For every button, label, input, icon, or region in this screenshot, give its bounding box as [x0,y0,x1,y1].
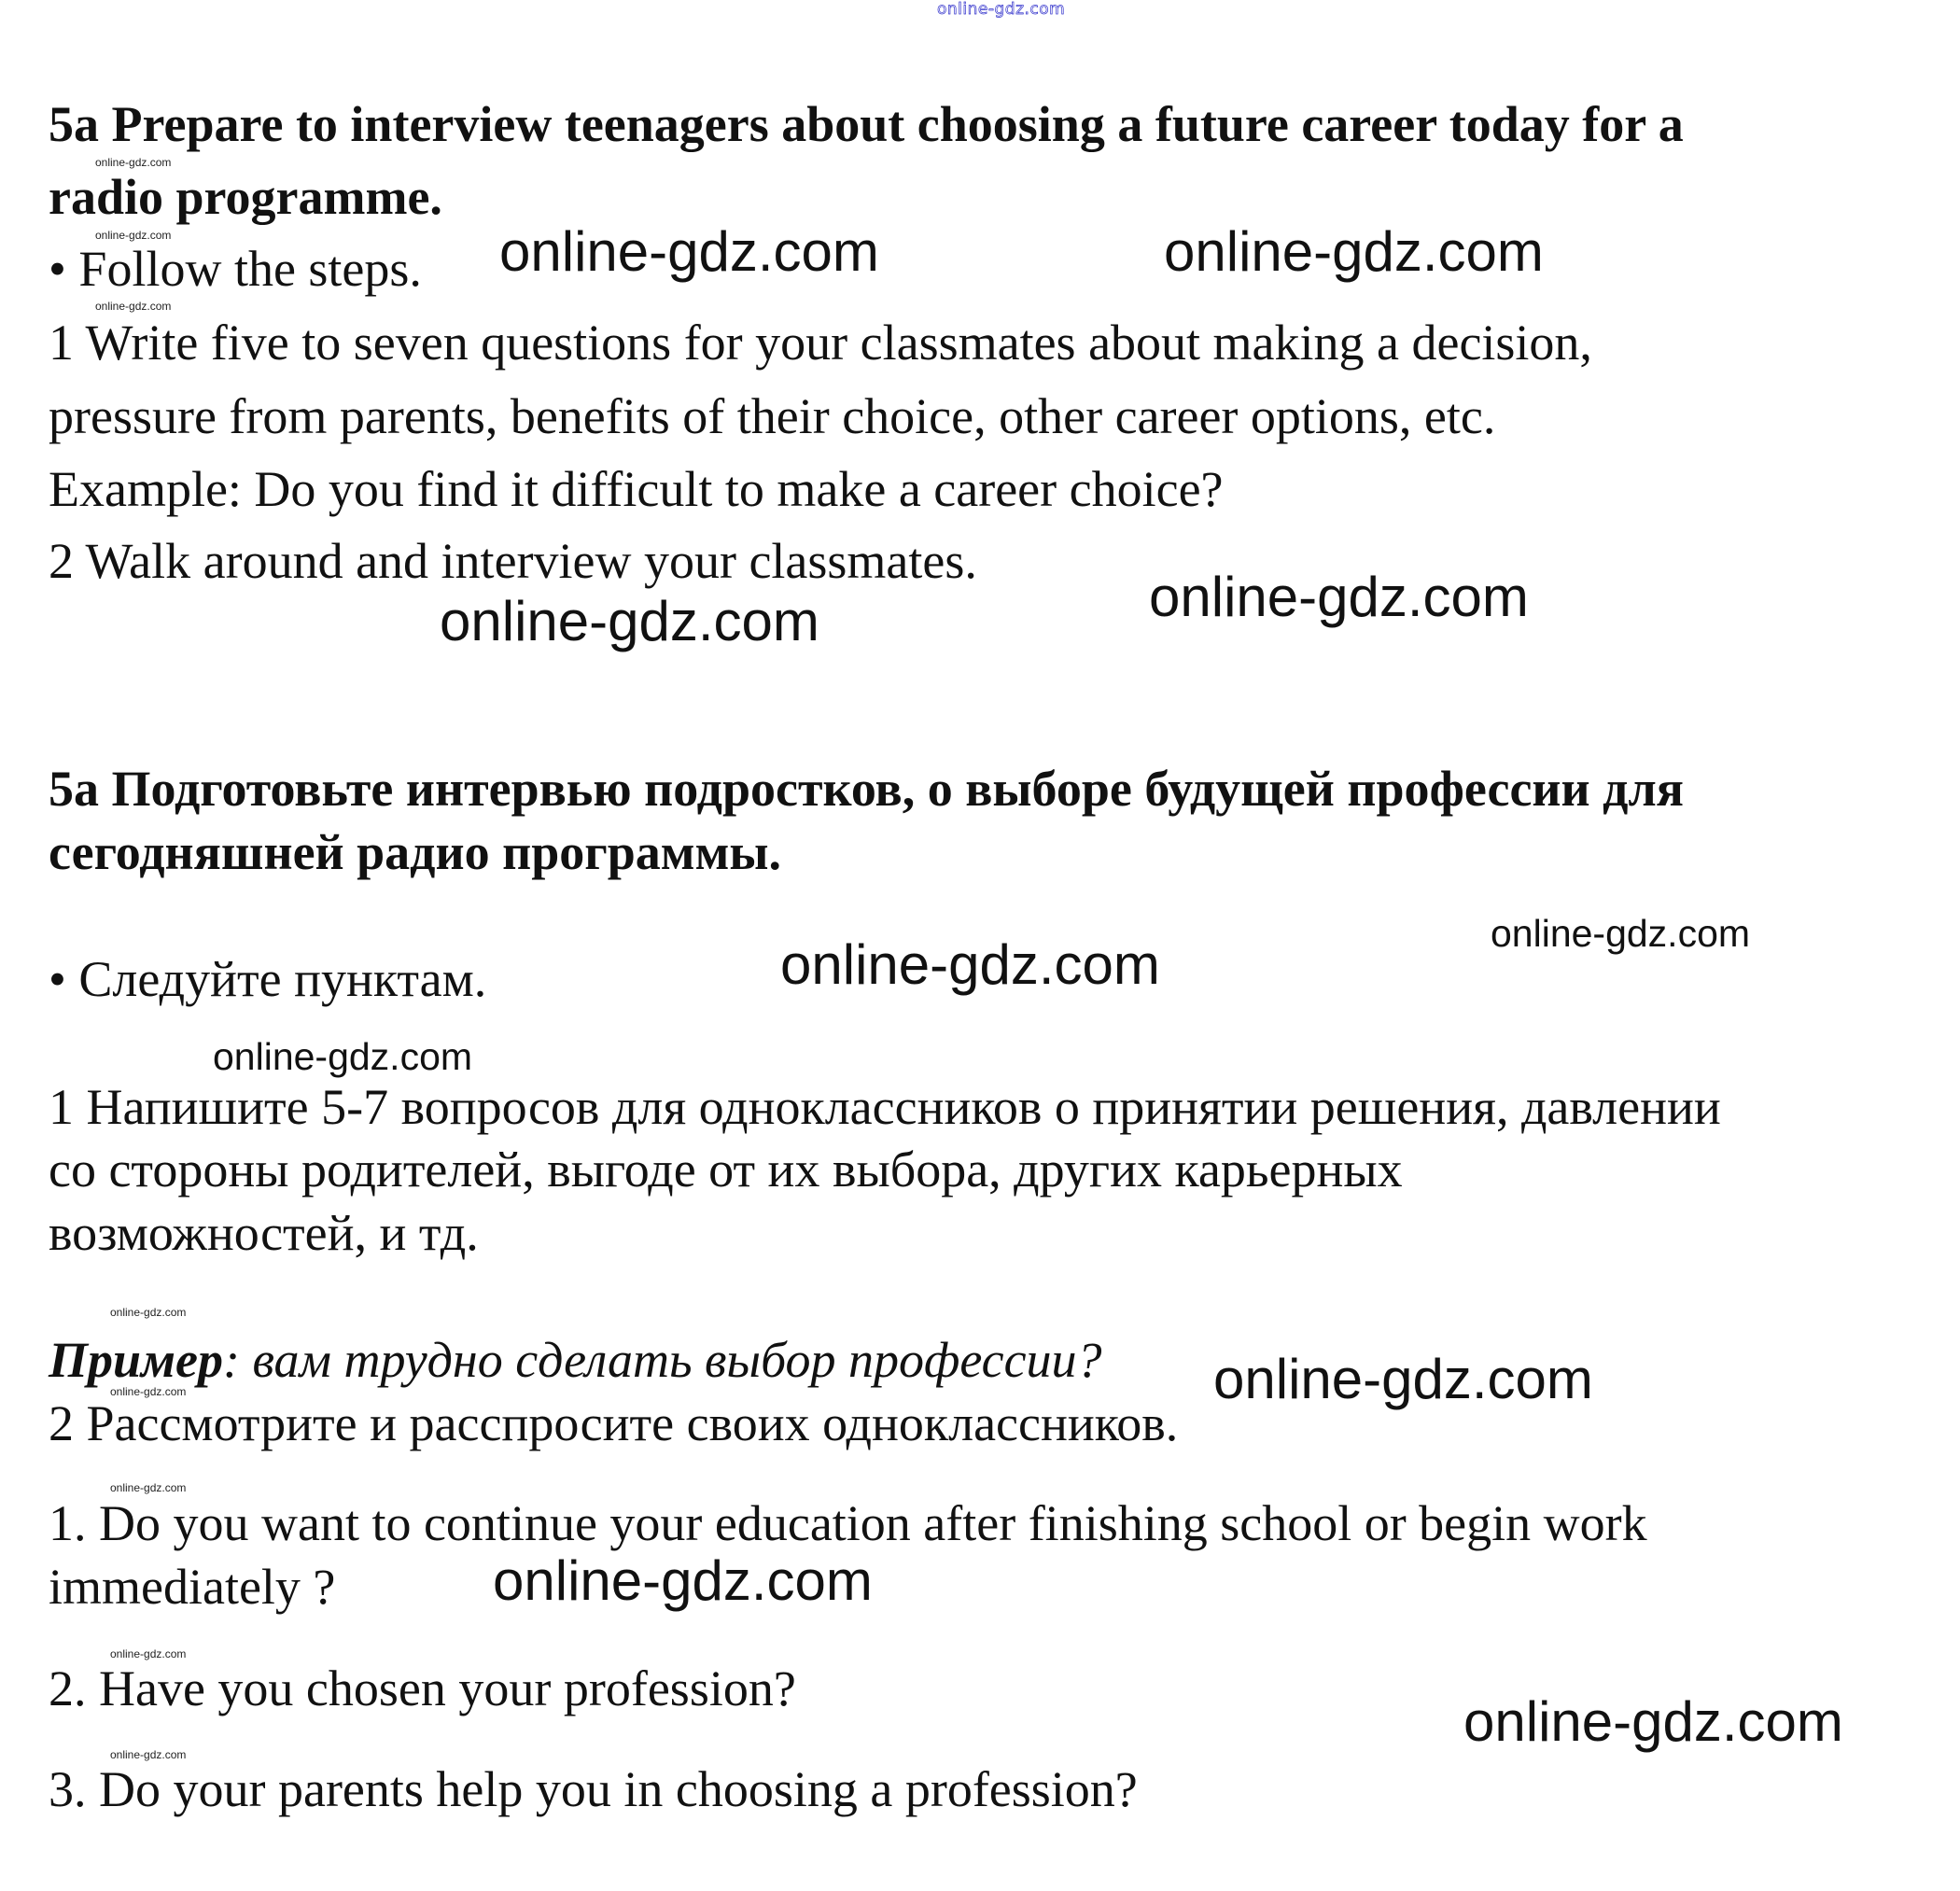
russian-bullet: • Следуйте пунктам. [49,951,487,1007]
english-title-line1: 5a Prepare to interview teenagers about choosing a future career today for a [49,96,1684,152]
watermark: online-gdz.com [1491,912,1751,955]
watermark: online-gdz.com [213,1035,473,1078]
russian-example-text: : вам трудно сделать выбор профессии? [223,1332,1102,1388]
russian-title-line2: сегодняшней радио программы. [49,824,782,880]
english-step2: 2 Walk around and interview your classmates. [49,533,977,589]
russian-step1-line3: возможностей, и тд. [49,1205,479,1261]
russian-title-line1: 5а Подготовьте интервью подростков, о выборе будущей профессии для [49,761,1684,817]
watermark: online-gdz.com [499,220,879,283]
watermark: online-gdz.com [440,590,819,652]
answer-q3: 3. Do your parents help you in choosing a profession? [49,1761,1138,1817]
watermark: online-gdz.com [493,1549,873,1612]
watermark: online-gdz.com [1149,566,1529,628]
english-title-line2: radio programme. [49,169,442,225]
answer-q1-line2: immediately ? [49,1559,336,1615]
watermark: online-gdz.com [1213,1348,1593,1410]
watermark-small: online-gdz.com [110,1385,187,1398]
watermark-small: online-gdz.com [110,1306,187,1319]
watermark: online-gdz.com [1164,220,1544,283]
watermark-small: online-gdz.com [95,156,172,169]
russian-example [49,1332,1102,1388]
english-example: Example: Do you find it difficult to make a career choice? [49,461,1224,517]
english-step1-line1: 1 Write five to seven questions for your classmates about making a decision, [49,315,1592,371]
watermark-small: online-gdz.com [110,1748,187,1761]
watermark: online-gdz.com [780,933,1160,996]
watermark-small: online-gdz.com [110,1481,187,1494]
watermark-top: online-gdz.com [937,0,1066,19]
russian-step1-line1: 1 Напишите 5-7 вопросов для одноклассников о принятии решения, давлении [49,1079,1721,1135]
answer-q2: 2. Have you chosen your profession? [49,1660,796,1716]
watermark-small: online-gdz.com [95,300,172,313]
russian-example-label: Пример [49,1332,223,1388]
english-bullet: • Follow the steps. [49,241,422,297]
russian-step2: 2 Рассмотрите и расспросите своих одноклассников. [49,1395,1179,1451]
russian-step1-line2: со стороны родителей, выгоде от их выбора, других карьерных [49,1142,1403,1198]
english-step1-line2: pressure from parents, benefits of their choice, other career options, etc. [49,388,1496,444]
answer-q1-line1: 1. Do you want to continue your education after finishing school or begin work [49,1495,1647,1551]
watermark: online-gdz.com [1463,1690,1843,1753]
watermark-small: online-gdz.com [110,1647,187,1660]
watermark-small: online-gdz.com [95,229,172,242]
